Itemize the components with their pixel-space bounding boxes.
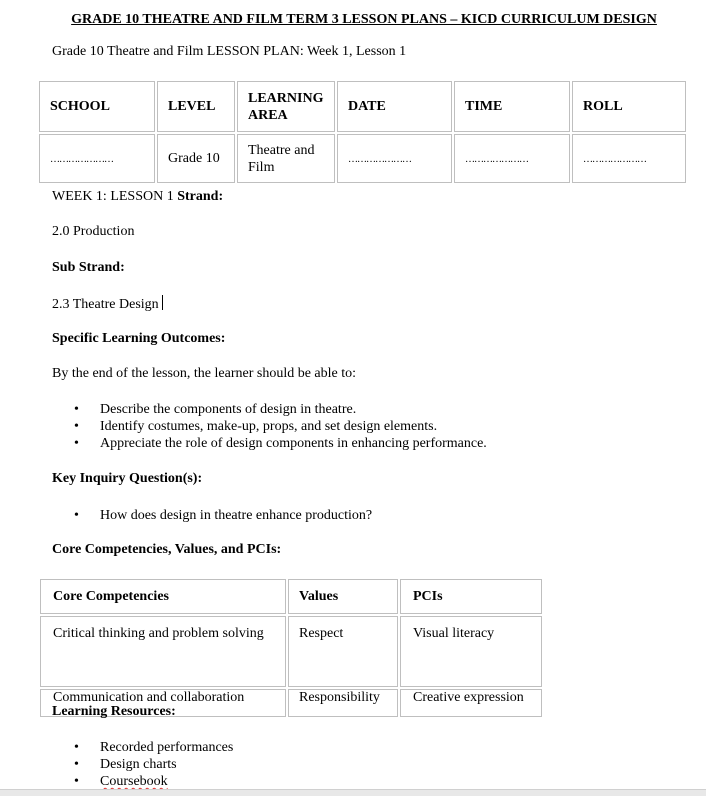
list-item: [52, 773, 233, 790]
sub-strand-line[interactable]: [52, 295, 163, 313]
lesson-header-table: [37, 79, 688, 185]
header-core-competencies: Core Competencies: [40, 579, 286, 614]
list-item: • Appreciate the role of design components in enhancing performance.: [52, 435, 487, 452]
table-cell: Visual literacy: [400, 616, 542, 687]
week-strand-line: [52, 189, 223, 205]
list-item: • Identify costumes, make-up, props, and set design elements.: [52, 418, 487, 435]
slo-list: [52, 401, 487, 452]
text-cursor: [162, 295, 163, 310]
table-cell: Critical thinking and problem solving: [40, 616, 286, 687]
competencies-table: [38, 577, 544, 719]
header-time: TIME: [454, 81, 570, 132]
roll-value: …………………: [572, 134, 686, 183]
list-item: • How does design in theatre enhance production?: [52, 507, 372, 524]
sub-strand-value: 2.3 Theatre Design: [52, 297, 159, 312]
list-item: • Describe the components of design in theatre.: [52, 401, 487, 418]
header-learning-area: LEARNING AREA: [237, 81, 335, 132]
kiq-list: [52, 507, 372, 524]
resources-heading: Learning Resources:: [52, 704, 176, 719]
lesson-plan-subtitle: Grade 10 Theatre and Film LESSON PLAN: Week 1, Lesson 1: [52, 44, 407, 59]
header-level: LEVEL: [157, 81, 235, 132]
slo-intro: By the end of the lesson, the learner should be able to:: [52, 366, 357, 381]
document-title: GRADE 10 THEATRE AND FILM TERM 3 LESSON PLANS – KICD CURRICULUM DESIGN: [71, 12, 657, 27]
learning-area-value: Theatre and Film: [237, 134, 335, 183]
misspelled-word: Coursebook: [100, 774, 168, 789]
competencies-heading: Core Competencies, Values, and PCIs:: [52, 542, 282, 557]
table-cell: Creative expression: [400, 689, 542, 717]
table-cell: Communication and collaboration: [40, 689, 286, 717]
time-value: …………………: [454, 134, 570, 183]
week-label: WEEK 1: LESSON 1: [52, 189, 174, 204]
strand-label: Strand:: [177, 189, 224, 204]
table-cell: Respect: [288, 616, 398, 687]
sub-strand-label: Sub Strand:: [52, 260, 125, 275]
header-roll: ROLL: [572, 81, 686, 132]
header-date: DATE: [337, 81, 452, 132]
list-item: • Design charts: [52, 756, 233, 773]
header-pcis: PCIs: [400, 579, 542, 614]
slo-heading: Specific Learning Outcomes:: [52, 331, 226, 346]
table-cell: Responsibility: [288, 689, 398, 717]
resources-list: [52, 739, 233, 790]
kiq-heading: Key Inquiry Question(s):: [52, 471, 203, 486]
list-item: • Recorded performances: [52, 739, 233, 756]
header-values: Values: [288, 579, 398, 614]
level-value: Grade 10: [157, 134, 235, 183]
strand-value: 2.0 Production: [52, 224, 135, 239]
school-value: …………………: [39, 134, 155, 183]
date-value: …………………: [337, 134, 452, 183]
header-school: SCHOOL: [39, 81, 155, 132]
